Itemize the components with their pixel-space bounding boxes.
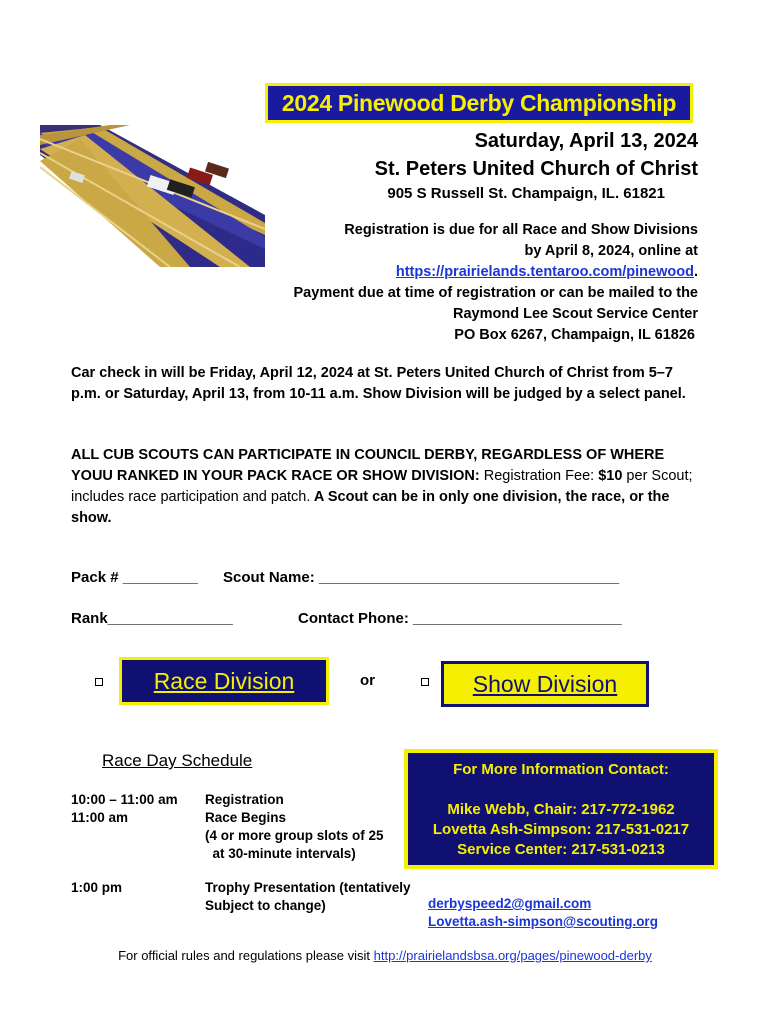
- contact-phone-field[interactable]: Contact Phone: _________________________: [298, 610, 622, 627]
- footer-text: For official rules and regulations please visit: [118, 948, 374, 963]
- email-link-1[interactable]: derbyspeed2@gmail.com: [428, 896, 592, 911]
- schedule-title: Race Day Schedule: [102, 751, 253, 770]
- schedule-time-1: 10:00 – 11:00 am: [71, 792, 178, 807]
- footer-note: [0, 948, 770, 963]
- schedule-desc-5: Trophy Presentation (tentatively: [205, 880, 411, 895]
- schedule-desc-4: at 30-minute intervals): [205, 846, 356, 861]
- fee-label: Registration Fee:: [479, 468, 599, 484]
- schedule-desc-3: (4 or more group slots of 25: [205, 828, 384, 843]
- schedule-desc-2: Race Begins: [205, 810, 287, 825]
- eligibility-paragraph: [71, 445, 706, 529]
- race-division-checkbox[interactable]: [95, 678, 103, 686]
- event-title-banner: [265, 83, 693, 123]
- event-venue: St. Peters United Church of Christ: [374, 158, 698, 180]
- race-division-button[interactable]: Race Division: [119, 657, 329, 705]
- schedule-desc-1: Registration: [205, 792, 284, 807]
- scout-name-field[interactable]: Scout Name: ____________________________________: [223, 569, 620, 586]
- schedule-time-5: 1:00 pm: [71, 880, 123, 895]
- contact-service-center: Service Center: 217-531-0213: [457, 841, 665, 858]
- checkin-paragraph: Car check in will be Friday, April 12, 2024 at St. Peters United Church of Christ from 5–7 p.m. or Saturday, April 13, from 10-11 a.m. Show Division will be judged by a select panel.: [71, 365, 686, 402]
- registration-url-suffix: .: [693, 264, 698, 280]
- registration-line-1: Registration is due for all Race and Show Divisions: [344, 222, 698, 238]
- contact-heading: For More Information Contact:: [453, 761, 669, 778]
- schedule-time-2: 11:00 am: [71, 810, 129, 825]
- registration-url-line: [396, 262, 698, 283]
- registration-line-6: PO Box 6267, Champaign, IL 61826: [454, 327, 695, 343]
- pinewood-track-photo: [40, 125, 265, 267]
- contact-second: Lovetta Ash-Simpson: 217-531-0217: [432, 821, 690, 838]
- event-address: 905 S Russell St. Champaign, IL. 61821: [387, 185, 665, 202]
- show-division-checkbox[interactable]: [421, 678, 429, 686]
- show-division-button[interactable]: Show Division: [441, 661, 649, 707]
- schedule-desc-6: Subject to change): [205, 898, 326, 913]
- track-image: [40, 125, 265, 267]
- email-link-2[interactable]: Lovetta.ash-simpson@scouting.org: [428, 914, 658, 929]
- registration-link[interactable]: https://prairielands.tentaroo.com/pinewood: [395, 264, 694, 280]
- division-or-label: or: [360, 672, 375, 689]
- rank-field[interactable]: Rank_______________: [71, 610, 233, 627]
- contact-chair: Mike Webb, Chair: 217-772-1962: [447, 801, 675, 818]
- event-date: Saturday, April 13, 2024: [474, 130, 698, 152]
- contact-info-box: [404, 749, 718, 869]
- eligibility-intro: ALL CUB SCOUTS CAN PARTICIPATE IN COUNCIL DERBY, REGARDLESS OF WHERE YOUU RANKED IN YOUR PACK RACE OR SHOW DIVISION:: [71, 447, 665, 484]
- event-title: 2024 Pinewood Derby Championship: [281, 89, 677, 116]
- eligibility-outro: A Scout can be in only one division, the race, or the show.: [71, 489, 670, 526]
- registration-line-4: Payment due at time of registration or can be mailed to the: [293, 285, 698, 301]
- registration-line-5: Raymond Lee Scout Service Center: [453, 306, 698, 322]
- fee-details: per Scout; includes race participation and patch.: [71, 468, 693, 505]
- registration-line-2: by April 8, 2024, online at: [524, 243, 698, 259]
- footer-rules-link[interactable]: http://prairielandsbsa.org/pages/pinewood-derby: [373, 948, 652, 963]
- pack-number-field[interactable]: Pack # _________: [71, 569, 198, 586]
- fee-amount: $10: [598, 468, 623, 484]
